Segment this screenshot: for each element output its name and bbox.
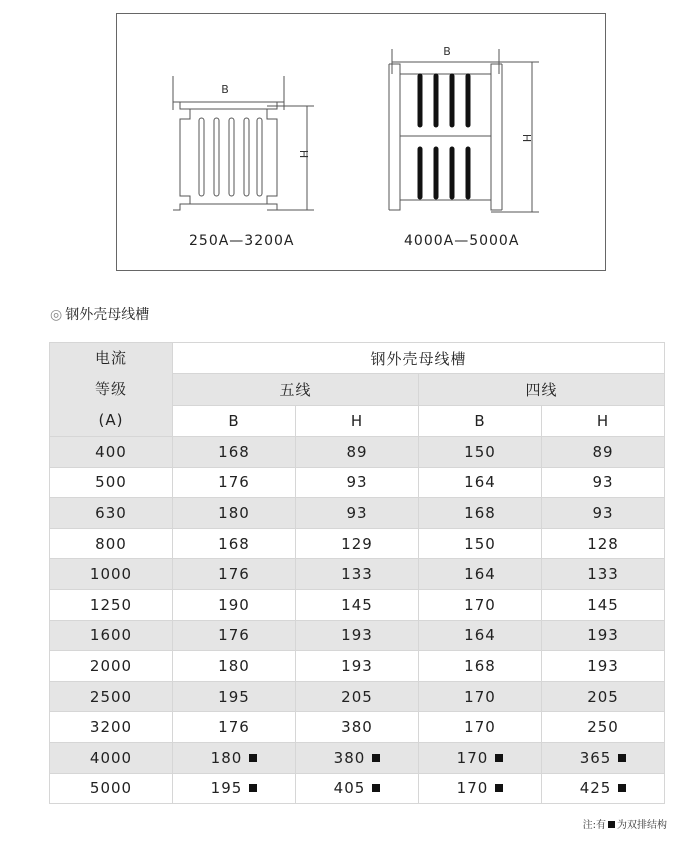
cell-four-b: 170 [419, 589, 542, 620]
cell-five-h: 93 [296, 498, 419, 529]
cell-four-h: 193 [542, 620, 665, 651]
table-row [50, 437, 665, 468]
cell-four-b: 164 [419, 620, 542, 651]
four-wire-b-header: B [419, 405, 542, 436]
cell-five-h: 93 [296, 467, 419, 498]
cell-five-b: 195 [173, 773, 296, 804]
cell-four-b: 164 [419, 467, 542, 498]
table-row [50, 712, 665, 743]
cell-five-b: 180 [173, 651, 296, 682]
section-title [50, 304, 149, 324]
right-diagram-caption: 4000A—5000A [404, 233, 520, 249]
cell-four-b: 170 [419, 742, 542, 773]
steel-housing-header: 钢外壳母线槽 [173, 343, 665, 374]
table-row [50, 559, 665, 590]
double-row-square-icon [249, 754, 257, 762]
cell-current: 500 [50, 467, 173, 498]
left-width-label: B [221, 83, 229, 96]
cell-current: 3200 [50, 712, 173, 743]
cell-current: 400 [50, 437, 173, 468]
double-row-square-icon [495, 784, 503, 792]
current-rating-header: 电流 等级 (A) [50, 343, 173, 437]
diagram-frame [116, 13, 606, 271]
table-row [50, 742, 665, 773]
cell-five-b: 176 [173, 467, 296, 498]
right-height-label: H [520, 133, 533, 143]
cell-four-h: 250 [542, 712, 665, 743]
table-row [50, 773, 665, 804]
cell-five-h: 193 [296, 651, 419, 682]
five-wire-h-header: H [296, 405, 419, 436]
cell-current: 1000 [50, 559, 173, 590]
table-row [50, 498, 665, 529]
cell-four-b: 164 [419, 559, 542, 590]
table-row [50, 651, 665, 682]
cell-four-b: 150 [419, 528, 542, 559]
table-row [50, 528, 665, 559]
cell-four-b: 168 [419, 498, 542, 529]
table-row [50, 589, 665, 620]
cell-four-b: 150 [419, 437, 542, 468]
cell-current: 800 [50, 528, 173, 559]
cell-five-b: 176 [173, 712, 296, 743]
cell-four-h: 425 [542, 773, 665, 804]
cell-current: 1250 [50, 589, 173, 620]
cell-four-b: 170 [419, 681, 542, 712]
cell-five-h: 89 [296, 437, 419, 468]
cell-five-b: 176 [173, 559, 296, 590]
double-row-square-icon [372, 754, 380, 762]
five-wire-b-header: B [173, 405, 296, 436]
cell-current: 2500 [50, 681, 173, 712]
cell-five-b: 176 [173, 620, 296, 651]
cell-five-h: 380 [296, 712, 419, 743]
cell-four-b: 168 [419, 651, 542, 682]
cell-four-h: 193 [542, 651, 665, 682]
double-row-square-icon [618, 784, 626, 792]
cell-five-h: 133 [296, 559, 419, 590]
cell-current: 2000 [50, 651, 173, 682]
cell-four-h: 133 [542, 559, 665, 590]
cell-five-h: 205 [296, 681, 419, 712]
cell-four-b: 170 [419, 773, 542, 804]
cell-five-b: 190 [173, 589, 296, 620]
footnote: 注:有 为双排结构 [582, 820, 667, 831]
circle-bullet-icon: ◎ [50, 307, 63, 323]
cell-five-b: 195 [173, 681, 296, 712]
cell-four-h: 365 [542, 742, 665, 773]
cell-five-h: 193 [296, 620, 419, 651]
cell-four-b: 170 [419, 712, 542, 743]
cell-five-h: 129 [296, 528, 419, 559]
four-wire-header: 四线 [419, 374, 665, 405]
table-row [50, 620, 665, 651]
cell-five-h: 380 [296, 742, 419, 773]
table-row [50, 681, 665, 712]
left-height-label: H [297, 149, 310, 159]
cell-four-h: 205 [542, 681, 665, 712]
cell-four-h: 93 [542, 498, 665, 529]
cell-current: 4000 [50, 742, 173, 773]
five-wire-header: 五线 [173, 374, 419, 405]
cell-current: 5000 [50, 773, 173, 804]
double-row-square-icon [495, 754, 503, 762]
cell-five-b: 168 [173, 528, 296, 559]
cell-current: 1600 [50, 620, 173, 651]
cell-five-b: 180 [173, 742, 296, 773]
left-cross-section [173, 76, 314, 210]
cell-four-h: 93 [542, 467, 665, 498]
cell-five-b: 180 [173, 498, 296, 529]
cell-five-h: 145 [296, 589, 419, 620]
double-row-square-icon [372, 784, 380, 792]
cell-five-h: 405 [296, 773, 419, 804]
table-row [50, 467, 665, 498]
double-row-square-icon [249, 784, 257, 792]
four-wire-h-header: H [542, 405, 665, 436]
double-row-square-icon [608, 821, 615, 828]
section-title-text: 钢外壳母线槽 [65, 307, 150, 323]
left-diagram-caption: 250A—3200A [189, 233, 295, 249]
cell-four-h: 89 [542, 437, 665, 468]
cell-current: 630 [50, 498, 173, 529]
busbar-dimensions-table [49, 342, 665, 804]
cell-five-b: 168 [173, 437, 296, 468]
cell-four-h: 145 [542, 589, 665, 620]
cell-four-h: 128 [542, 528, 665, 559]
double-row-square-icon [618, 754, 626, 762]
right-cross-section [389, 49, 539, 212]
right-width-label: B [443, 45, 451, 58]
